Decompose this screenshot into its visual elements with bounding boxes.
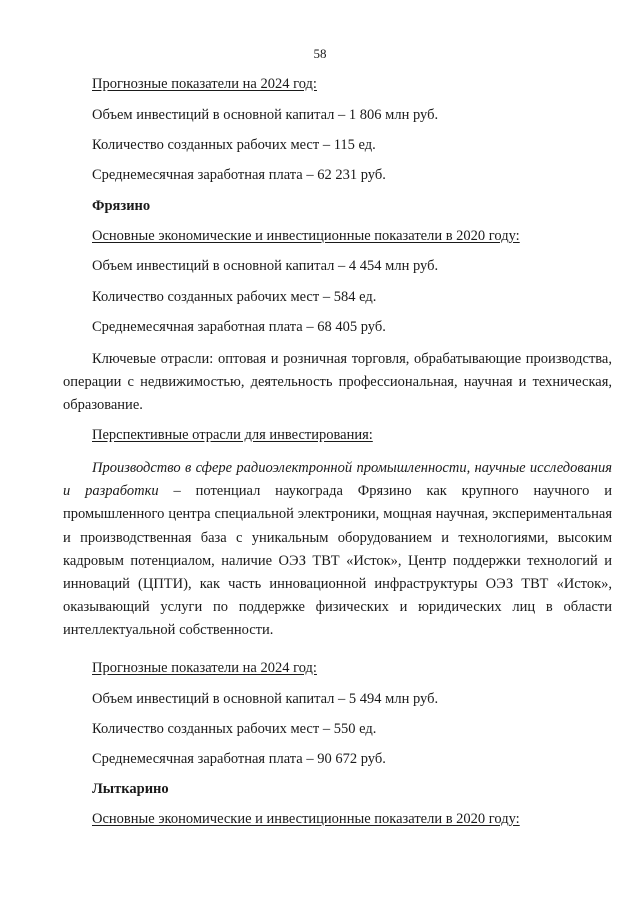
perspective-paragraph (63, 457, 612, 643)
salary-line: Среднемесячная заработная плата – 90 672 руб. (92, 751, 386, 767)
perspective-italic: Производство в сфере радиоэлектронной промышленности, научные исследования и разработки (63, 460, 612, 500)
city-heading-lytkarino: Лыткарино (92, 781, 169, 797)
salary-line: Среднемесячная заработная плата – 62 231 руб. (92, 167, 386, 183)
indicators-2020-heading: Основные экономические и инвестиционные показатели в 2020 году: (92, 811, 520, 827)
salary-line: Среднемесячная заработная плата – 68 405 руб. (92, 319, 386, 335)
jobs-line: Количество созданных рабочих мест – 115 ед. (92, 137, 376, 153)
indicators-2020-heading: Основные экономические и инвестиционные показатели в 2020 году: (92, 228, 520, 244)
investment-line: Объем инвестиций в основной капитал – 4 454 млн руб. (92, 258, 439, 274)
perspective-text: – потенциал наукограда Фрязино как крупного научного и промышленного центра специальной электроники, мощная научная, экспериментальная и производственная база с уникальным оборудованием и технологиями, высоким кадровым потенциалом, наличие ОЭЗ ТВТ «Исток», Центр поддержки технологий и инноваций (ЦПТИ), как часть инновационной инфраструктуры ОЭЗ ТВТ «Исток», оказывающий услуги по поддержке физических и юридических лиц в области интеллектуальной собственности. (63, 483, 612, 639)
investment-line: Объем инвестиций в основной капитал – 1 806 млн руб. (92, 107, 439, 123)
investment-line: Объем инвестиций в основной капитал – 5 494 млн руб. (92, 691, 439, 707)
page-number: 58 (313, 46, 327, 61)
forecast-2024-heading: Прогнозные показатели на 2024 год: (92, 76, 317, 92)
perspective-heading: Перспективные отрасли для инвестирования: (92, 427, 373, 443)
key-sectors-paragraph: Ключевые отрасли: оптовая и розничная торговля, обрабатывающие производства, операции с недвижимостью, деятельность профессиональная, научная и техническая, образование. (63, 351, 612, 414)
city-heading-fryazino: Фрязино (92, 198, 151, 214)
jobs-line: Количество созданных рабочих мест – 584 ед. (92, 289, 377, 305)
forecast-2024-heading: Прогнозные показатели на 2024 год: (92, 660, 317, 676)
jobs-line: Количество созданных рабочих мест – 550 ед. (92, 721, 377, 737)
